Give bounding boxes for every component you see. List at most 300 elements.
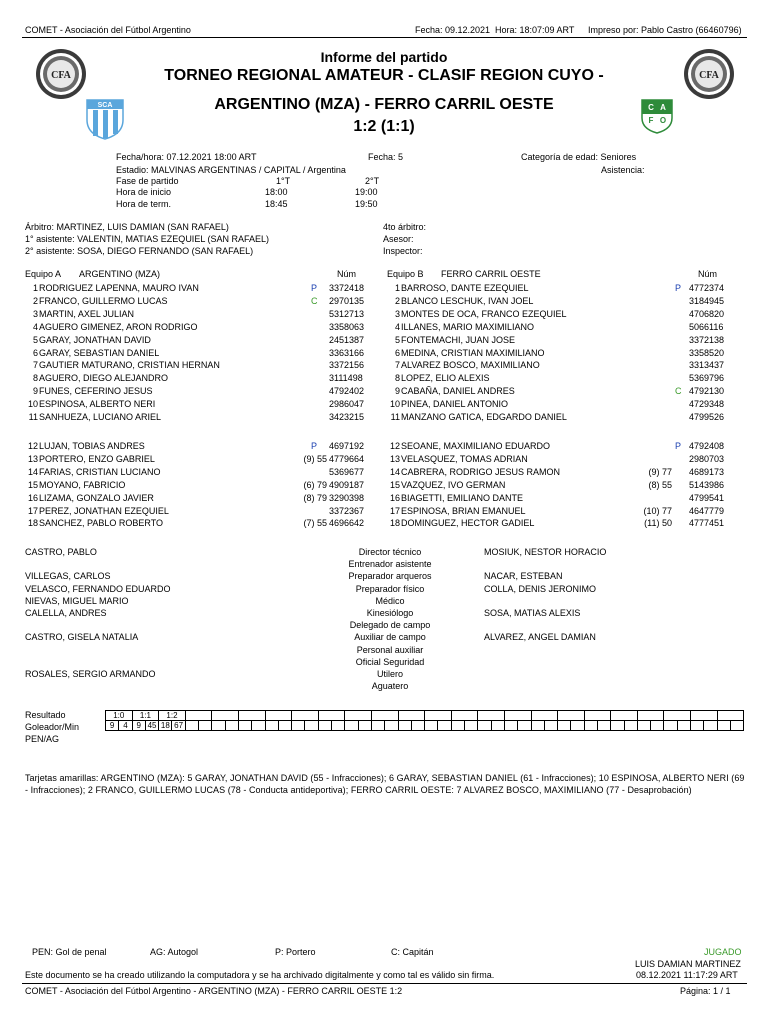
player-number: 18 xyxy=(389,518,400,529)
scorer-cell xyxy=(730,721,743,731)
pen-cell xyxy=(238,731,251,741)
legend-penalty: PEN: Gol de penal xyxy=(32,947,107,957)
pen-cell xyxy=(425,731,438,741)
scorer-cell xyxy=(478,721,491,731)
player-number: 12 xyxy=(27,441,38,451)
scorer-cell xyxy=(491,721,504,731)
team-a-name: ARGENTINO (MZA) xyxy=(79,269,160,279)
scorer-cell xyxy=(212,721,225,731)
scorer-cell xyxy=(292,721,305,731)
pen-cell xyxy=(212,731,225,741)
result-cell xyxy=(558,711,585,721)
scorer-cell xyxy=(597,721,610,731)
player-name: LIZAMA, GONZALO JAVIER xyxy=(39,492,154,503)
pen-cell xyxy=(717,731,730,741)
scorer-cell: 9 xyxy=(132,721,145,731)
match-datetime: Fecha/hora: 07.12.2021 18:00 ART xyxy=(116,152,257,162)
pen-cell xyxy=(664,731,677,741)
player-number: 14 xyxy=(27,466,38,477)
scorer-cell: 9 xyxy=(106,721,119,731)
scorer-cell xyxy=(305,721,318,731)
pen-cell xyxy=(451,731,464,741)
player-name: MARTIN, AXEL JULIAN xyxy=(39,308,135,319)
second-half-label: 2°T xyxy=(365,176,380,186)
age-category: Categoría de edad: Seniores xyxy=(521,152,637,162)
substitution-info: (9) 77 xyxy=(648,466,672,477)
player-number: 4 xyxy=(32,321,38,332)
player-id: 4792408 xyxy=(689,441,725,451)
pen-cell xyxy=(172,731,185,741)
player-number: 1 xyxy=(32,283,38,293)
player-id: 3372367 xyxy=(329,505,365,516)
player-id: 3111498 xyxy=(329,373,363,384)
result-cell xyxy=(531,711,558,721)
substitution-info: (7) 55 xyxy=(303,518,327,529)
team-a-staff-name: ROSALES, SERGIO ARMANDO xyxy=(25,669,156,679)
player-id: 5369796 xyxy=(689,373,725,384)
player-number: 7 xyxy=(394,360,400,371)
player-number: 13 xyxy=(27,453,38,464)
player-name: SANHUEZA, LUCIANO ARIEL xyxy=(39,412,162,422)
scorer-cell xyxy=(278,721,291,731)
result-cell xyxy=(717,711,744,721)
player-id: 3372138 xyxy=(689,334,725,345)
player-id: 3184945 xyxy=(689,295,725,306)
player-name: BLANCO LESCHUK, IVAN JOEL xyxy=(401,295,534,306)
player-id: 4909187 xyxy=(329,479,365,490)
svg-text:A: A xyxy=(660,103,666,112)
pen-cell xyxy=(132,731,145,741)
player-role: C xyxy=(311,295,318,306)
player-name: GAUTIER MATURANO, CRISTIAN HERNAN xyxy=(39,360,220,371)
team-a-staff-name: VELASCO, FERNANDO EDUARDO xyxy=(25,583,171,594)
player-id: 5312713 xyxy=(329,308,365,319)
result-cell xyxy=(478,711,505,721)
player-name: FONTEMACHI, JUAN JOSE xyxy=(401,334,516,345)
header-divider xyxy=(22,37,747,38)
substitution-info: (8) 79 xyxy=(303,492,327,503)
player-id: 3313437 xyxy=(689,360,725,371)
player-name: ILLANES, MARIO MAXIMILIANO xyxy=(401,321,535,332)
team-b-staff-name: MOSIUK, NESTOR HORACIO xyxy=(484,547,607,557)
scorer-cell xyxy=(558,721,571,731)
player-id: 3372156 xyxy=(329,360,365,371)
pen-cell xyxy=(491,731,504,741)
scorer-cell xyxy=(571,721,584,731)
player-name: SANCHEZ, PABLO ROBERTO xyxy=(39,518,164,529)
pen-cell xyxy=(345,731,358,741)
player-name: BIAGETTI, EMILIANO DANTE xyxy=(401,492,524,503)
team-b-name: FERRO CARRIL OESTE xyxy=(441,269,541,279)
player-number: 8 xyxy=(394,373,400,384)
player-number: 5 xyxy=(394,334,400,345)
scorer-cell xyxy=(624,721,637,731)
player-id: 5066116 xyxy=(689,321,724,332)
team-a-staff-name: VILLEGAS, CARLOS xyxy=(25,571,111,582)
player-id: 4792402 xyxy=(329,386,365,397)
result-cell: 1:1 xyxy=(132,711,159,721)
substitution-info: (6) 79 xyxy=(303,479,327,490)
legend-captain: C: Capitán xyxy=(391,947,434,957)
staff-role: Kinesiólogo xyxy=(366,608,414,618)
pen-cell xyxy=(225,731,238,741)
pen-label: PEN/AG xyxy=(25,734,60,744)
player-name: ESPINOSA, BRIAN EMANUEL xyxy=(401,505,526,516)
svg-text:C: C xyxy=(648,103,654,112)
svg-text:F: F xyxy=(648,116,654,125)
result-cell xyxy=(185,711,212,721)
player-name: MONTES DE OCA, FRANCO EZEQUIEL xyxy=(401,308,567,319)
player-id: 4697192 xyxy=(329,441,365,451)
footer-divider xyxy=(22,983,747,984)
player-id: 4706820 xyxy=(689,308,725,319)
player-name: FARIAS, CRISTIAN LUCIANO xyxy=(39,466,161,477)
scorer-cell: 4 xyxy=(119,721,132,731)
staff-role: Oficial Seguridad xyxy=(355,656,425,667)
player-number: 7 xyxy=(32,360,38,371)
staff-role: Auxiliar de campo xyxy=(354,632,426,643)
svg-text:O: O xyxy=(659,116,667,125)
pen-cell xyxy=(611,731,624,741)
svg-text:CFA: CFA xyxy=(699,70,719,81)
scorer-cell xyxy=(411,721,424,731)
player-id: 4799541 xyxy=(689,492,725,503)
player-number: 5 xyxy=(32,334,38,345)
player-number: 1 xyxy=(394,283,400,293)
team-a-label: Equipo A xyxy=(25,269,62,279)
result-cell xyxy=(345,711,372,721)
pen-cell xyxy=(571,731,584,741)
yellow-cards: Tarjetas amarillas: ARGENTINO (MZA): 5 GARAY, JONATHAN DAVID (55 - Infracciones); 6 GARAY, SEBASTIAN DANIEL (61 - Infracciones); 10 ESPINOSA, ALBERTO NERI (69 - Infracciones); 2 FRANCO, GUILLERMO LUCAS (78 - Conducta antideportiva); FERRO CARRIL OESTE: 7 ALVAREZ BOSCO, MAXIMILIANO (77 - Desaprobación) xyxy=(25,773,745,795)
player-name: MOYANO, FABRICIO xyxy=(39,479,126,490)
tournament-title: TORNEO REGIONAL AMATEUR - CLASIF REGION CUYO - xyxy=(164,67,604,84)
disclaimer: Este documento se ha creado utilizando la computadora y se ha archivado digitalmente y como tal es válido sin firma. xyxy=(25,970,495,980)
scorer-cell xyxy=(651,721,664,731)
player-name: MEDINA, CRISTIAN MAXIMILIANO xyxy=(401,347,545,358)
scorer-cell xyxy=(332,721,345,731)
player-name: FUNES, CEFERINO JESUS xyxy=(39,386,153,397)
pen-cell xyxy=(637,731,650,741)
end-first: 18:45 xyxy=(265,199,288,209)
fourth-official: 4to árbitro: xyxy=(383,222,427,232)
team-a-staff-name: CASTRO, GISELA NATALIA xyxy=(25,632,139,643)
signature-datetime: 08.12.2021 11:17:29 ART xyxy=(636,970,738,980)
team-b-num-header: Núm xyxy=(698,269,718,279)
scorer-cell xyxy=(398,721,411,731)
report-title: Informe del partido xyxy=(320,49,448,65)
player-role: P xyxy=(311,283,318,293)
player-name: RODRIGUEZ LAPENNA, MAURO IVAN xyxy=(39,283,199,293)
scorer-cell xyxy=(238,721,251,731)
scorer-label: Goleador/Min xyxy=(25,722,80,732)
pen-cell xyxy=(265,731,278,741)
staff-role: Delegado de campo xyxy=(349,620,431,631)
pen-cell xyxy=(544,731,557,741)
start-label: Hora de inicio xyxy=(116,187,172,197)
scorer-cell xyxy=(185,721,198,731)
player-name: LUJAN, TOBIAS ANDRES xyxy=(39,441,145,451)
scorer-cell xyxy=(704,721,717,731)
result-cell xyxy=(265,711,292,721)
pen-cell xyxy=(411,731,424,741)
stadium: Estadio: MALVINAS ARGENTINAS / CAPITAL / Argentina xyxy=(116,165,346,175)
player-name: DOMINGUEZ, HECTOR GADIEL xyxy=(401,518,535,529)
pen-cell xyxy=(558,731,571,741)
player-name: ALVAREZ BOSCO, MAXIMILIANO xyxy=(401,360,540,371)
result-cell xyxy=(292,711,319,721)
scorer-cell xyxy=(717,721,730,731)
team-b-staff-name: NACAR, ESTEBAN xyxy=(484,571,563,582)
player-number: 14 xyxy=(389,466,400,477)
player-id: 2980703 xyxy=(689,453,725,464)
substitution-info: (9) 55 xyxy=(303,453,327,464)
result-cell xyxy=(504,711,531,721)
team-b-staff-name: SOSA, MATIAS ALEXIS xyxy=(484,608,581,618)
pen-cell xyxy=(730,731,743,741)
player-id: 4689173 xyxy=(689,466,725,477)
player-number: 17 xyxy=(389,505,400,516)
result-label: Resultado xyxy=(25,710,66,720)
player-id: 2986047 xyxy=(329,399,365,410)
score-title: 1:2 (1:1) xyxy=(353,118,415,135)
player-number: 9 xyxy=(32,386,38,397)
player-number: 8 xyxy=(32,373,38,384)
staff-role: Preparador arqueros xyxy=(348,571,432,582)
result-cell xyxy=(398,711,425,721)
player-id: 3358520 xyxy=(689,347,725,358)
player-id: 4729348 xyxy=(689,399,725,410)
scorer-cell: 18 xyxy=(159,721,172,731)
player-role: P xyxy=(311,441,318,451)
staff-role: Preparador físico xyxy=(355,583,425,594)
end-label: Hora de term. xyxy=(116,199,172,209)
pen-cell xyxy=(531,731,544,741)
player-name: GARAY, SEBASTIAN DANIEL xyxy=(39,347,160,358)
pen-cell xyxy=(318,731,331,741)
player-number: 18 xyxy=(27,518,38,529)
staff-role: Médico xyxy=(375,595,405,606)
match-status: JUGADO xyxy=(704,947,742,957)
player-id: 5143986 xyxy=(689,479,725,490)
scorer-cell xyxy=(438,721,451,731)
phase-label: Fase de partido xyxy=(116,176,179,186)
scorer-cell xyxy=(504,721,517,731)
pen-cell xyxy=(584,731,597,741)
pen-cell xyxy=(398,731,411,741)
player-name: PINEA, DANIEL ANTONIO xyxy=(401,399,509,410)
legend-own-goal: AG: Autogol xyxy=(150,947,199,957)
pen-cell xyxy=(438,731,451,741)
team-b-staff-name: COLLA, DENIS JERONIMO xyxy=(484,583,597,594)
team-a-num-header: Núm xyxy=(337,269,357,279)
scorer-cell xyxy=(664,721,677,731)
substitution-info: (10) 77 xyxy=(643,505,672,516)
scorer-cell xyxy=(225,721,238,731)
scorer-cell xyxy=(518,721,531,731)
staff-role: Aguatero xyxy=(371,681,409,692)
scorer-cell xyxy=(265,721,278,731)
result-cell: 1:2 xyxy=(159,711,186,721)
player-id: 2451387 xyxy=(329,334,365,345)
scorer-cell xyxy=(358,721,371,731)
player-name: AGUERO, DIEGO ALEJANDRO xyxy=(39,373,169,384)
svg-text:CFA: CFA xyxy=(51,70,71,81)
staff-role: Personal auxiliar xyxy=(356,644,424,655)
pen-cell xyxy=(518,731,531,741)
pen-cell xyxy=(332,731,345,741)
footer-info: COMET - Asociación del Fútbol Argentino - ARGENTINO (MZA) - FERRO CARRIL OESTE 1:2 xyxy=(25,986,403,996)
result-cell xyxy=(611,711,638,721)
header-org: COMET - Asociación del Fútbol Argentino xyxy=(25,25,191,35)
attendance: Asistencia: xyxy=(601,165,645,175)
player-id: 4792130 xyxy=(689,386,725,397)
player-number: 4 xyxy=(394,321,400,332)
assistant-1: 1° asistente: VALENTIN, MATIAS EZEQUIEL (SAN RAFAEL) xyxy=(25,234,270,244)
pen-cell xyxy=(252,731,265,741)
player-id: 3423215 xyxy=(329,412,365,422)
scorer-cell xyxy=(531,721,544,731)
legend-goalkeeper: P: Portero xyxy=(275,947,316,957)
player-name: CABRERA, RODRIGO JESUS RAMON xyxy=(401,466,561,477)
scorer-cell xyxy=(425,721,438,731)
pen-cell xyxy=(371,731,384,741)
scorer-cell xyxy=(611,721,624,731)
player-number: 10 xyxy=(27,399,38,410)
player-name: PORTERO, ENZO GABRIEL xyxy=(39,453,155,464)
player-number: 17 xyxy=(27,505,38,516)
player-id: 3363166 xyxy=(329,347,365,358)
staff-role: Director técnico xyxy=(358,547,422,557)
scorer-cell xyxy=(371,721,384,731)
player-number: 16 xyxy=(27,492,38,503)
referee: Árbitro: MARTINEZ, LUIS DAMIAN (SAN RAFAEL) xyxy=(25,222,229,232)
pen-cell xyxy=(651,731,664,741)
player-name: LOPEZ, ELIO ALEXIS xyxy=(401,373,490,384)
player-role: P xyxy=(675,441,682,451)
player-number: 10 xyxy=(389,399,400,410)
player-id: 2970135 xyxy=(329,295,365,306)
page-number: Página: 1 / 1 xyxy=(680,986,731,996)
scorer-cell xyxy=(318,721,331,731)
header-fecha: Fecha: 09.12.2021 xyxy=(415,25,491,35)
scorer-cell xyxy=(252,721,265,731)
pen-cell xyxy=(278,731,291,741)
pen-cell xyxy=(185,731,198,741)
substitution-info: (11) 50 xyxy=(644,518,672,529)
team-b-label: Equipo B xyxy=(387,269,424,279)
scorer-cell xyxy=(199,721,212,731)
player-id: 3372418 xyxy=(329,283,365,293)
score-grid xyxy=(105,710,744,741)
header-hora: Hora: 18:07:09 ART xyxy=(495,25,575,35)
player-number: 11 xyxy=(28,412,38,422)
result-cell xyxy=(318,711,345,721)
player-number: 2 xyxy=(394,295,400,306)
start-second: 19:00 xyxy=(355,187,378,197)
pen-cell xyxy=(199,731,212,741)
pen-cell xyxy=(597,731,610,741)
player-name: PEREZ, JONATHAN EZEQUIEL xyxy=(39,505,169,516)
pen-cell xyxy=(478,731,491,741)
scorer-cell: 45 xyxy=(145,721,158,731)
player-name: VELASQUEZ, TOMAS ADRIAN xyxy=(401,453,528,464)
player-id: 3290398 xyxy=(329,492,365,503)
pen-cell xyxy=(691,731,704,741)
scorer-cell xyxy=(385,721,398,731)
pen-cell xyxy=(465,731,478,741)
team-a-staff-name: CASTRO, PABLO xyxy=(25,547,97,557)
player-number: 12 xyxy=(389,441,400,451)
advisor: Asesor: xyxy=(383,234,414,244)
player-number: 6 xyxy=(32,347,38,358)
scorer-cell xyxy=(544,721,557,731)
pen-cell xyxy=(159,731,172,741)
pen-cell xyxy=(145,731,158,741)
pen-cell xyxy=(106,731,119,741)
team-a-staff-name: CALELLA, ANDRES xyxy=(25,608,107,618)
signer-name: LUIS DAMIAN MARTINEZ xyxy=(635,959,741,969)
player-id: 4777451 xyxy=(689,518,725,529)
first-half-label: 1°T xyxy=(276,176,291,186)
scorer-cell xyxy=(584,721,597,731)
player-number: 2 xyxy=(32,295,38,306)
result-cell xyxy=(451,711,478,721)
pen-cell xyxy=(305,731,318,741)
player-name: GARAY, JONATHAN DAVID xyxy=(39,334,151,345)
player-id: 3358063 xyxy=(329,321,365,332)
pen-cell xyxy=(624,731,637,741)
pen-cell xyxy=(292,731,305,741)
player-number: 15 xyxy=(389,479,400,490)
svg-text:SCA: SCA xyxy=(97,102,113,109)
end-second: 19:50 xyxy=(355,199,378,209)
player-name: FRANCO, GUILLERMO LUCAS xyxy=(39,295,168,306)
match-round: Fecha: 5 xyxy=(368,152,404,162)
result-cell xyxy=(238,711,265,721)
player-number: 16 xyxy=(389,492,400,503)
player-name: VAZQUEZ, IVO GERMAN xyxy=(401,479,506,490)
player-number: 15 xyxy=(27,479,38,490)
team-b-staff-name: ALVAREZ, ANGEL DAMIAN xyxy=(484,632,596,643)
result-cell: 1:0 xyxy=(106,711,133,721)
pen-cell xyxy=(704,731,717,741)
player-name: MANZANO GATICA, EDGARDO DANIEL xyxy=(401,412,567,422)
scorer-cell xyxy=(465,721,478,731)
pen-cell xyxy=(385,731,398,741)
scorer-cell xyxy=(677,721,690,731)
result-cell xyxy=(664,711,691,721)
player-number: 6 xyxy=(394,347,400,358)
scorer-cell: 67 xyxy=(172,721,185,731)
player-name: CABAÑA, DANIEL ANDRES xyxy=(401,386,515,397)
staff-role: Utilero xyxy=(376,669,403,679)
inspector: Inspector: xyxy=(383,246,423,256)
player-number: 13 xyxy=(389,453,400,464)
teams-title: ARGENTINO (MZA) - FERRO CARRIL OESTE xyxy=(214,96,554,113)
result-cell xyxy=(584,711,611,721)
player-role: P xyxy=(675,283,682,293)
team-a-staff-name: NIEVAS, MIGUEL MARIO xyxy=(25,595,129,606)
player-name: AGUERO GIMENEZ, ARON RODRIGO xyxy=(39,321,198,332)
scorer-cell xyxy=(691,721,704,731)
player-number: 3 xyxy=(32,308,38,319)
start-first: 18:00 xyxy=(265,187,288,197)
player-id: 4696642 xyxy=(329,518,365,529)
player-id: 4799526 xyxy=(689,412,725,422)
result-cell xyxy=(371,711,398,721)
player-name: BARROSO, DANTE EZEQUIEL xyxy=(401,283,529,293)
staff-role: Entrenador asistente xyxy=(348,559,432,570)
